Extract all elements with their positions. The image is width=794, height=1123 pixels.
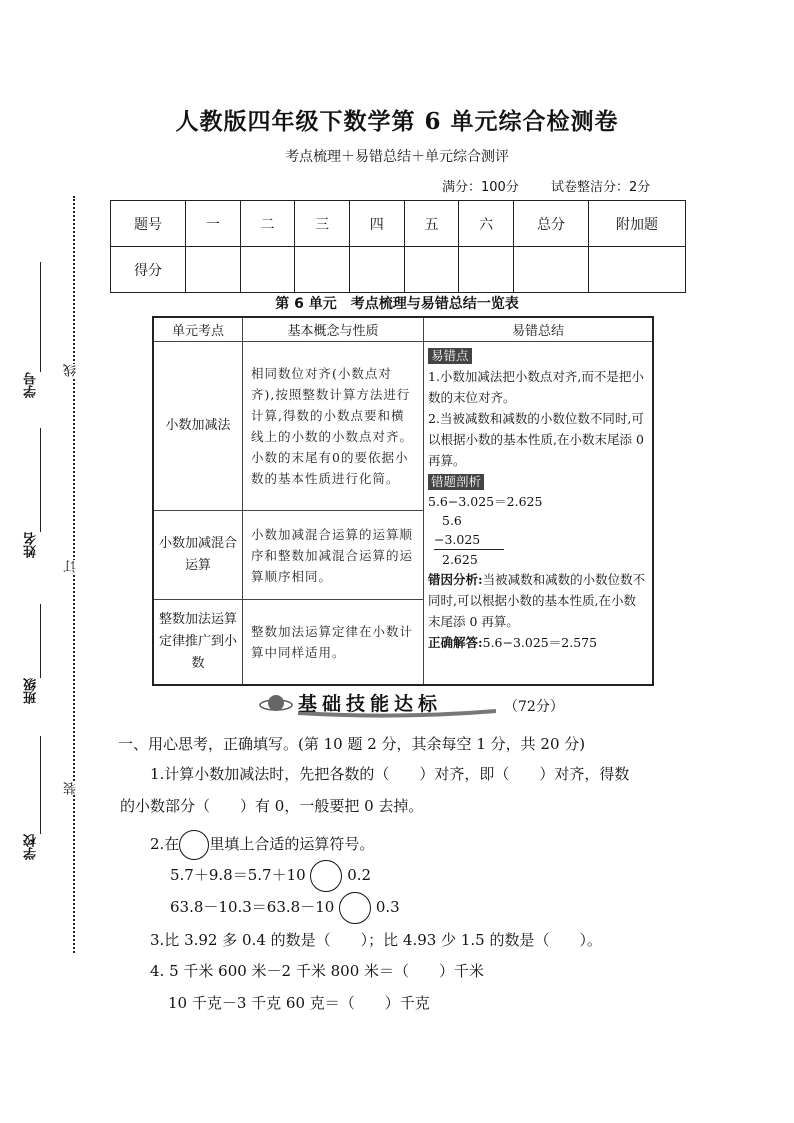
score-header: 附加题: [589, 201, 686, 247]
summary-title: 第 6 单元 考点梳理与易错总结一览表: [275, 296, 519, 312]
page-title: 人教版四年级下数学第 6 单元综合检测卷: [175, 108, 619, 135]
vertical-subtrahend: −3.025: [434, 532, 481, 547]
line-mark: 线: [64, 364, 79, 377]
seal-mark: 装: [64, 782, 79, 795]
label-class: 班级: [24, 678, 39, 704]
q2-expr2: 63.8－10.3＝63.8－10: [170, 898, 335, 916]
error-summary-cell: [424, 342, 654, 686]
score-cell[interactable]: [349, 247, 404, 293]
concept-cell: 小数加减混合运算的运算顺序和整数加减混合运算的运算顺序相同。: [243, 511, 424, 600]
label-student-no: 学号: [24, 372, 39, 398]
q2-instruction: [150, 830, 374, 860]
score-cell[interactable]: [186, 247, 241, 293]
neat-score: 试卷整洁分：2分: [550, 180, 651, 195]
score-row-label: 得分: [111, 247, 186, 293]
score-header: 四: [349, 201, 404, 247]
score-header: 三: [295, 201, 350, 247]
analysis-tag: 错题剖析: [428, 474, 484, 490]
cause-text: 当被减数和减数的小数位数不同时,可以根据小数的基本性质,在小数末尾添 0 再算。: [428, 572, 646, 629]
concept-cell: 整数加法运算定律在小数计算中同样适用。: [243, 600, 424, 686]
circle-example: [179, 830, 209, 860]
concept-cell: 相同数位对齐(小数点对齐),按照整数计算方法进行计算,得数的小数点要和横线上的小数的小数点对齐。小数的末尾有0的要依据小数的基本性质进行化简。: [243, 342, 424, 511]
q2-post: 里填上合适的运算符号。: [209, 835, 375, 853]
bind-mark: 订: [64, 560, 79, 573]
label-name: 姓名: [24, 532, 39, 558]
correct-equation: 5.6−3.025＝2.575: [482, 635, 598, 650]
topic-cell: 小数加减混合运算: [153, 511, 243, 600]
q2-expr1-end: 0.2: [347, 866, 372, 884]
score-cell[interactable]: [589, 247, 686, 293]
score-value-row: [111, 247, 686, 293]
field-name[interactable]: [40, 428, 41, 532]
topic-cell: 小数加减法: [153, 342, 243, 511]
q4-line2: 10 千克－3 千克 60 克＝（ ）千克: [168, 994, 430, 1012]
topic-cell: 整数加法运算定律推广到小数: [153, 600, 243, 686]
score-info: [442, 176, 650, 195]
score-table: [110, 200, 686, 293]
score-cell[interactable]: [514, 247, 589, 293]
score-header: 二: [240, 201, 295, 247]
q2-expr2-end: 0.3: [375, 898, 400, 916]
score-cell[interactable]: [240, 247, 295, 293]
field-school[interactable]: [40, 736, 41, 834]
q1-line1: 1.计算小数加减法时，先把各数的（ ）对齐，即（ ）对齐，得数: [150, 765, 630, 783]
q3: 3.比 3.92 多 0.4 的数是（ ）；比 4.93 少 1.5 的数是（ ）。: [150, 931, 602, 949]
score-cell[interactable]: [459, 247, 514, 293]
wrong-equation: 5.6−3.025＝2.625: [428, 494, 543, 509]
operator-circle-2[interactable]: [339, 892, 371, 924]
col-topic: 单元考点: [153, 317, 243, 342]
vertical-result: 2.625: [442, 552, 478, 567]
q4-line1: 4. 5 千米 600 米－2 千米 800 米＝（ ）千米: [150, 962, 485, 980]
score-header: 题号: [111, 201, 186, 247]
banner-score: （72分）: [504, 699, 564, 715]
vertical-top: 5.6: [442, 513, 462, 528]
score-header: 一: [186, 201, 241, 247]
q2-pre: 2.在: [150, 835, 180, 853]
score-cell[interactable]: [295, 247, 350, 293]
summary-header-row: [153, 317, 653, 342]
field-class[interactable]: [40, 604, 41, 678]
score-header: 五: [404, 201, 459, 247]
q1-line2: 的小数部分（ ）有 0，一般要把 0 去掉。: [120, 797, 424, 815]
q2-item2: [170, 892, 400, 924]
label-school: 学校: [24, 834, 39, 860]
q2-item1: [170, 860, 371, 892]
part1-heading: 一、用心思考，正确填写。(第 10 题 2 分，其余每空 1 分，共 20 分): [118, 735, 586, 753]
col-concept: 基本概念与性质: [243, 317, 424, 342]
summary-table: [152, 316, 654, 686]
score-cell[interactable]: [404, 247, 459, 293]
error-tag: 易错点: [428, 348, 472, 364]
cause-label: 错因分析:: [428, 572, 483, 587]
score-header: 总分: [514, 201, 589, 247]
error-item-2: 2.当被减数和减数的小数位数不同时,可以根据小数的基本性质,在小数末尾添 0 再算。: [428, 411, 644, 468]
banner-title: 基础技能达标: [298, 693, 443, 715]
full-score: 满分：100分: [442, 180, 519, 195]
page-subtitle: 考点梳理＋易错总结＋单元综合测评: [285, 149, 509, 165]
score-header: 六: [459, 201, 514, 247]
field-student-no[interactable]: [40, 262, 41, 372]
summary-row: [153, 342, 653, 511]
correct-label: 正确解答:: [428, 635, 483, 650]
q2-expr1: 5.7＋9.8＝5.7＋10: [170, 866, 306, 884]
col-error: 易错总结: [424, 317, 654, 342]
score-header-row: [111, 201, 686, 247]
operator-circle-1[interactable]: [310, 860, 342, 892]
section-banner: [258, 689, 498, 719]
error-item-1: 1.小数加减法把小数点对齐,而不是把小数的末位对齐。: [428, 369, 644, 405]
